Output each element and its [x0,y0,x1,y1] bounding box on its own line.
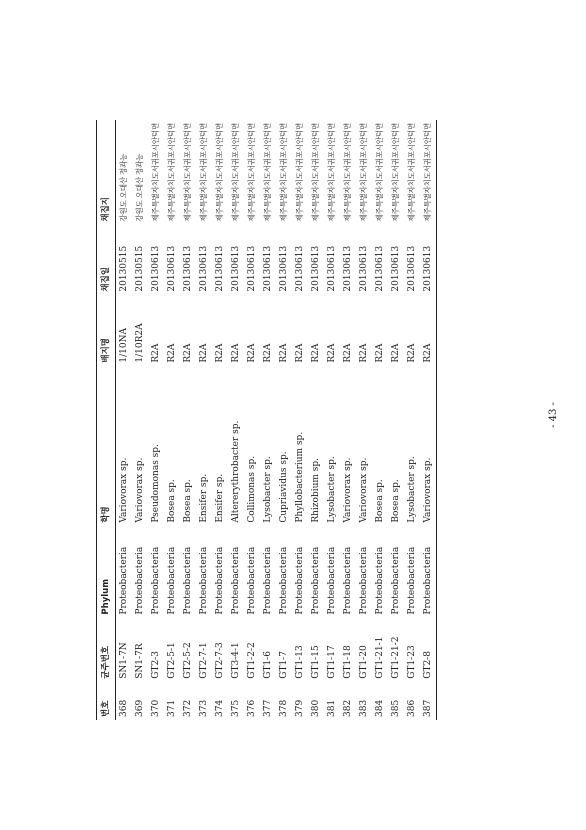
table-row [276,120,292,720]
cell-species: Phyllobacterium sp. [294,431,305,523]
cell-no: 372 [182,699,193,717]
cell-strain: GT2-7-1 [198,642,209,679]
table-row [164,120,180,720]
cell-location: 강원도 오대산 정좌능 [135,153,145,222]
cell-medium: R2A [358,343,369,363]
cell-no: 383 [358,699,369,717]
cell-phylum: Proteobacteria [294,546,305,615]
cell-medium: R2A [198,343,209,363]
header-medium: 배지명 [100,337,111,363]
cell-medium: R2A [390,343,401,363]
cell-phylum: Proteobacteria [246,546,257,615]
cell-location: 제주특별자치도서귀포시안덕면 [279,123,289,222]
cell-medium: R2A [310,343,321,363]
cell-species: Lysobacter sp. [326,456,337,523]
table-row [292,120,308,720]
cell-no: 384 [374,699,385,717]
header-strain: 균주번호 [100,645,111,679]
cell-strain: GT1-2-2 [246,642,257,679]
table-row [340,120,356,720]
cell-strain: GT1-7 [278,651,289,679]
cell-no: 370 [150,699,161,717]
cell-no: 376 [246,699,257,717]
cell-date: 20130613 [342,245,353,292]
table-row [260,120,276,720]
cell-species: Lysobacter sp. [262,456,273,523]
strain-table [96,120,437,720]
cell-phylum: Proteobacteria [278,546,289,615]
cell-species: Rhizobium sp. [310,457,321,523]
cell-no: 386 [406,699,417,717]
cell-medium: 1/10NA [118,328,129,363]
cell-date: 20130613 [150,245,161,292]
cell-date: 20130613 [358,245,369,292]
cell-medium: R2A [214,343,225,363]
cell-date: 20130613 [198,245,209,292]
cell-date: 20130613 [214,245,225,292]
cell-phylum: Proteobacteria [134,546,145,615]
cell-strain: GT1-21-2 [390,636,401,679]
cell-strain: GT2-7-3 [214,642,225,679]
cell-phylum: Proteobacteria [310,546,321,615]
cell-phylum: Proteobacteria [230,546,241,615]
cell-location: 제주특별자치도서귀포시안덕면 [407,123,417,222]
cell-phylum: Proteobacteria [166,546,177,615]
cell-strain: GT1-6 [262,651,273,679]
cell-location: 제주특별자치도서귀포시안덕면 [295,123,305,222]
cell-location: 제주특별자치도서귀포시안덕면 [391,123,401,222]
cell-species: Lysobacter sp. [406,456,417,523]
cell-location: 제주특별자치도서귀포시안덕면 [359,123,369,222]
cell-phylum: Proteobacteria [422,546,433,615]
cell-no: 373 [198,699,209,717]
cell-location: 제주특별자치도서귀포시안덕면 [167,123,177,222]
cell-phylum: Proteobacteria [358,546,369,615]
cell-medium: R2A [326,343,337,363]
cell-location: 제주특별자치도서귀포시안덕면 [215,123,225,222]
table-row [116,120,133,720]
cell-no: 381 [326,699,337,717]
cell-date: 20130515 [118,245,129,292]
cell-phylum: Proteobacteria [342,546,353,615]
cell-strain: GT1-17 [326,645,337,679]
page-number: - 43 - [548,402,559,428]
header-row [97,120,116,720]
cell-species: Pseudomonas sp. [150,444,161,523]
cell-phylum: Proteobacteria [262,546,273,615]
header-location: 채집지 [100,197,111,222]
cell-strain: GT2-5-1 [166,642,177,679]
cell-phylum: Proteobacteria [374,546,385,615]
cell-phylum: Proteobacteria [118,546,129,615]
cell-medium: R2A [230,343,241,363]
cell-no: 371 [166,699,177,717]
cell-location: 제주특별자치도서귀포시안덕면 [151,123,161,222]
cell-no: 387 [422,699,433,717]
cell-no: 377 [262,699,273,717]
cell-strain: GT2-5-2 [182,642,193,679]
cell-location: 제주특별자치도서귀포시안덕면 [423,123,433,222]
cell-date: 20130613 [246,245,257,292]
cell-medium: R2A [150,343,161,363]
table-row [308,120,324,720]
cell-strain: GT1-13 [294,645,305,679]
cell-phylum: Proteobacteria [198,546,209,615]
cell-strain: SN1-7R [134,643,145,679]
table-row [212,120,228,720]
cell-species: Variovorax sp. [134,457,145,523]
cell-strain: GT1-21-1 [374,636,385,679]
cell-location: 제주특별자치도서귀포시안덕면 [343,123,353,222]
cell-strain: GT3-4-1 [230,642,241,679]
cell-species: Ensifer sp. [214,473,225,523]
cell-species: Bosea sp. [166,479,177,523]
cell-species: Ensifer sp. [198,473,209,523]
cell-date: 20130613 [310,245,321,292]
cell-medium: R2A [406,343,417,363]
cell-location: 제주특별자치도서귀포시안덕면 [247,123,257,222]
cell-location: 제주특별자치도서귀포시안덕면 [183,123,193,222]
table-body [116,120,437,720]
cell-phylum: Proteobacteria [390,546,401,615]
table-row [228,120,244,720]
cell-species: Variovorax sp. [342,457,353,523]
table-row [404,120,420,720]
cell-medium: R2A [246,343,257,363]
table-row [372,120,388,720]
cell-species: Variovorax sp. [358,457,369,523]
cell-location: 제주특별자치도서귀포시안덕면 [311,123,321,222]
cell-date: 20130613 [230,245,241,292]
cell-strain: GT1-18 [342,645,353,679]
cell-species: Cupriavidus sp. [278,451,289,523]
cell-strain: SN1-7N [118,642,129,679]
cell-species: Altererythrobacter sp. [230,420,241,523]
table-row [196,120,212,720]
cell-species: Collimonas sp. [246,455,257,523]
cell-medium: R2A [294,343,305,363]
cell-no: 385 [390,699,401,717]
cell-phylum: Proteobacteria [406,546,417,615]
cell-strain: GT2-3 [150,651,161,679]
cell-date: 20130613 [406,245,417,292]
cell-phylum: Proteobacteria [150,546,161,615]
table-row [180,120,196,720]
cell-species: Bosea sp. [374,479,385,523]
cell-location: 제주특별자치도서귀포시안덕면 [375,123,385,222]
cell-no: 368 [118,699,129,717]
cell-medium: R2A [374,343,385,363]
cell-location: 제주특별자치도서귀포시안덕면 [199,123,209,222]
cell-date: 20130515 [134,245,145,292]
table-row [420,120,437,720]
cell-date: 20130613 [390,245,401,292]
cell-phylum: Proteobacteria [214,546,225,615]
cell-medium: R2A [182,343,193,363]
table-header [97,120,116,720]
cell-location: 강원도 오대산 정좌능 [119,153,129,222]
table-row [356,120,372,720]
cell-species: Bosea sp. [390,479,401,523]
table-row [148,120,164,720]
table-row [324,120,340,720]
cell-medium: R2A [166,343,177,363]
cell-no: 378 [278,699,289,717]
cell-strain: GT2-8 [422,651,433,679]
cell-medium: 1/10R2A [134,323,145,363]
cell-species: Variovorax sp. [422,457,433,523]
cell-strain: GT1-15 [310,645,321,679]
cell-no: 379 [294,699,305,717]
table-row [388,120,404,720]
cell-date: 20130613 [374,245,385,292]
cell-strain: GT1-23 [406,645,417,679]
cell-phylum: Proteobacteria [326,546,337,615]
table-row [132,120,148,720]
header-date: 채집일 [100,266,111,292]
cell-location: 제주특별자치도서귀포시안덕면 [263,123,273,222]
cell-medium: R2A [278,343,289,363]
cell-no: 382 [342,699,353,717]
cell-no: 374 [214,699,225,717]
cell-date: 20130613 [422,245,433,292]
cell-species: Variovorax sp. [118,457,129,523]
cell-location: 제주특별자치도서귀포시안덕면 [231,123,241,222]
cell-date: 20130613 [278,245,289,292]
cell-medium: R2A [262,343,273,363]
cell-no: 375 [230,699,241,717]
cell-location: 제주특별자치도서귀포시안덕면 [327,123,337,222]
cell-strain: GT1-20 [358,645,369,679]
cell-date: 20130613 [182,245,193,292]
cell-no: 380 [310,699,321,717]
table-row [244,120,260,720]
cell-medium: R2A [342,343,353,363]
header-no: 번호 [100,700,111,717]
cell-date: 20130613 [166,245,177,292]
cell-date: 20130613 [262,245,273,292]
cell-medium: R2A [422,343,433,363]
cell-species: Bosea sp. [182,479,193,523]
cell-date: 20130613 [294,245,305,292]
cell-date: 20130613 [326,245,337,292]
header-phylum: Phylum [100,578,111,615]
cell-phylum: Proteobacteria [182,546,193,615]
cell-no: 369 [134,699,145,717]
header-species: 학명 [100,506,111,523]
